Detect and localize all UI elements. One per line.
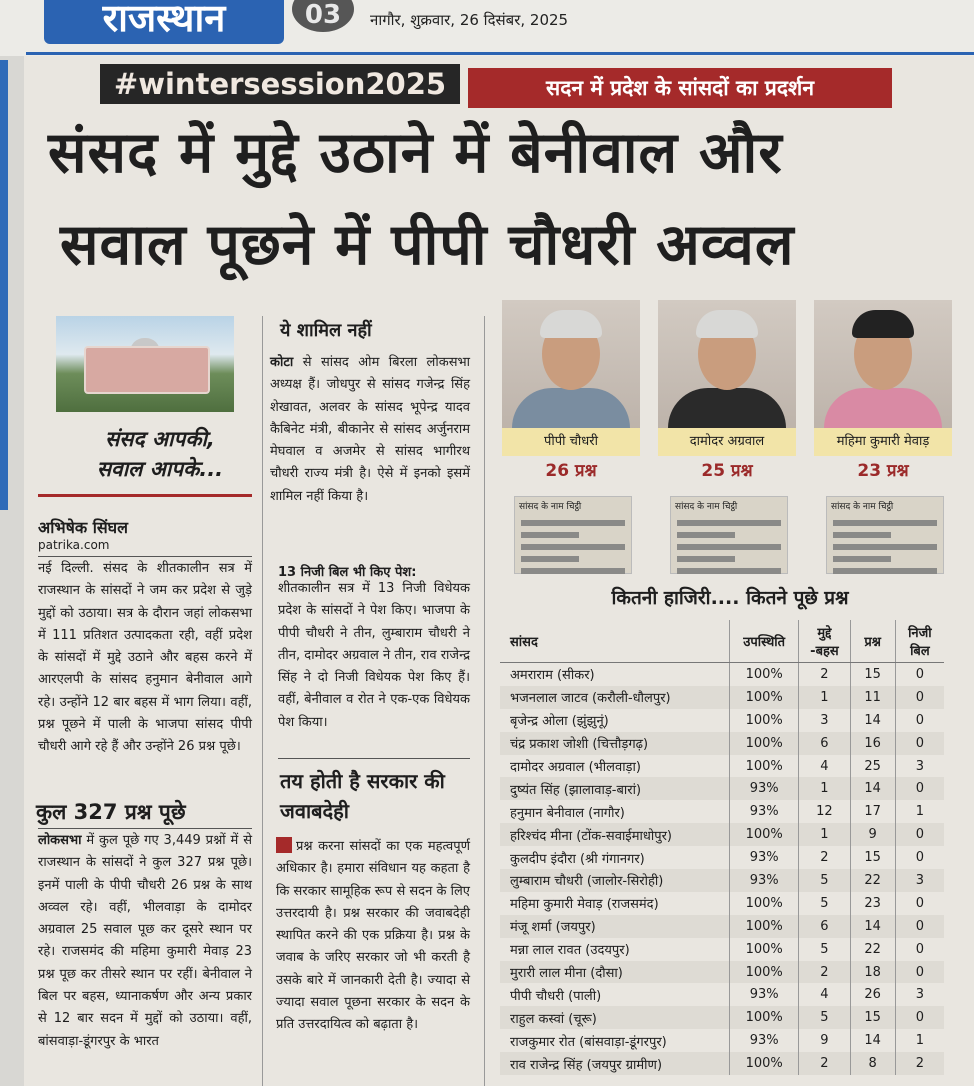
accountability-text [276, 836, 470, 1037]
debates-cell: 5 [799, 892, 850, 915]
table-row [500, 915, 944, 938]
attendance-cell: 93% [730, 846, 799, 869]
subhead-total-questions: कुल 327 प्रश्न पूछे [36, 800, 186, 824]
questions-cell: 22 [850, 938, 895, 961]
masthead-rule [26, 52, 974, 55]
table-title: कितनी हाजिरी.... कितने पूछे प्रश्न [611, 587, 849, 609]
mp-name-cell: कुलदीप इंदौरा (श्री गंगानगर) [510, 851, 645, 867]
divider [38, 828, 252, 829]
private-bills-subhead: 13 निजी बिल भी किए पेश: [278, 565, 417, 580]
attendance-cell: 100% [730, 755, 799, 778]
mp-photo [658, 300, 796, 430]
mp-name-cell: दामोदर अग्रवाल (भीलवाड़ा) [510, 760, 641, 775]
debates-cell: 1 [799, 686, 850, 709]
mp-name-cell: हरिश्चंद मीना (टोंक-सवाईमाधोपुर) [500, 823, 730, 846]
col-header-mp: सांसद [500, 620, 730, 663]
debates-cell: 5 [799, 869, 850, 892]
adjacent-page-strip [0, 0, 24, 1086]
author-name: अभिषेक सिंघल [38, 518, 128, 537]
questions-cell: 9 [850, 823, 895, 846]
mp-name-cell: चंद्र प्रकाश जोशी (चित्तौड़गढ़) [500, 732, 730, 755]
questions-cell: 16 [850, 732, 895, 755]
attendance-cell: 100% [730, 823, 799, 846]
attendance-cell: 93% [730, 869, 799, 892]
debates-cell: 2 [799, 1052, 850, 1075]
parliament-photo [56, 316, 234, 412]
page-number: 03 [292, 0, 354, 32]
attendance-cell: 100% [730, 1006, 799, 1029]
mp-question-count: 25 प्रश्न [701, 461, 753, 481]
mp-name-cell: महिमा कुमारी मेवाड़ (राजसमंद) [510, 897, 659, 913]
article-body-2-text: में कुल पूछे गए 3,449 प्रश्नों में से राजस्थान के सांसदों ने कुल 327 प्रश्न पूछे। इनमें पाली के पीपी चौधरी 26 प्रश्न के साथ अव्वल रहे। वहीं, भीलवाड़ा के दामोदर अग्रवाल 25 सवाल पूछ कर दूसरे स्थान पर रहे। राजसमंद की महिमा कुमारी मेवाड़ 23 प्रश्न पूछ कर तीसरे स्थान पर रहीं। बेनीवाल ने बिल पर बहस, ध्यानाकर्षण और अन्य प्रकार से 12 बार सदन में मुद्दों को उठाया। वहीं, बांसवाड़ा-डूंगरपुर के भारत [38, 833, 252, 1049]
debates-cell: 1 [799, 777, 850, 800]
mp-name-cell: अमराराम (सीकर) [510, 668, 595, 684]
questions-cell: 14 [850, 915, 895, 938]
mp-name-cell: पीपी चौधरी (पाली) [510, 988, 602, 1004]
private-bills-cell: 0 [895, 938, 944, 961]
attendance-cell: 100% [730, 1052, 799, 1075]
article-body-2 [38, 830, 252, 1053]
questions-cell: 25 [850, 755, 895, 778]
debates-cell: 4 [799, 755, 850, 778]
questions-cell: 15 [850, 663, 895, 686]
private-bills-cell: 0 [895, 961, 944, 984]
private-bills-cell: 1 [895, 1029, 944, 1052]
sidebar-text-body: से सांसद ओम बिरला लोकसभा अध्यक्ष हैं। जोधपुर से सांसद गजेन्द्र सिंह शेखावत, अलवर के सांसद भूपेन्द्र यादव कैबिनेट मंत्री, बीकानेर से सांसद अर्जुनराम मेघवाल व अजमेर से सांसद भागीरथ चौधरी राज्य मंत्री है। ऐसे में इनको इसमें शामिल नहीं किया है। [270, 355, 470, 504]
private-bills-cell: 3 [895, 983, 944, 1006]
lead-word: लोकसभा [38, 833, 82, 848]
mp-question-count: 23 प्रश्न [857, 461, 909, 481]
attendance-cell: 100% [730, 732, 799, 755]
author-site: patrika.com [38, 538, 110, 552]
table-row [500, 663, 944, 686]
table-row [500, 961, 944, 984]
accountability-text-body: प्रश्न करना सांसदों का एक महत्वपूर्ण अधिकार है। हमारा संविधान यह कहता है कि सरकार सामूहिक रूप से सदन के लिए उत्तरदायी है। प्रश्न सरकार की जवाबदेही स्थापित करने की एक प्रक्रिया है। प्रश्न के जवाब के जरिए सरकार जो भी करती है उसके बारे में जानकारी देती है। ज्यादा से ज्यादा सवाल पूछना सरकार के सदन के प्रति उत्तरदायित्व को बढ़ाता है। [276, 839, 470, 1033]
questions-cell: 15 [850, 846, 895, 869]
debates-cell: 6 [799, 915, 850, 938]
private-bills-cell: 0 [895, 915, 944, 938]
mp-name: महिमा कुमारी मेवाड़ [814, 428, 952, 456]
questions-cell: 17 [850, 800, 895, 823]
debates-cell: 12 [799, 800, 850, 823]
table-row [500, 892, 944, 915]
questions-cell: 14 [850, 777, 895, 800]
col-header-questions: प्रश्न [850, 620, 895, 663]
mp-name-cell: राहुल कस्वां (चूरू) [500, 1006, 730, 1029]
attendance-table [500, 620, 944, 1075]
mp-name: पीपी चौधरी [502, 428, 640, 456]
attendance-cell: 100% [730, 892, 799, 915]
letter-clipping [514, 496, 632, 574]
private-bills-cell: 3 [895, 755, 944, 778]
debates-cell: 3 [799, 709, 850, 732]
headline-line-1: संसद में मुद्दे उठाने में बेनीवाल और [48, 120, 783, 186]
private-bills-cell: 0 [895, 732, 944, 755]
slogan [70, 424, 250, 484]
debates-cell: 6 [799, 732, 850, 755]
column-rule [262, 316, 263, 1086]
letter-clipping [670, 496, 788, 574]
mp-question-count: 26 प्रश्न [545, 461, 597, 481]
mp-name-cell: लुम्बाराम चौधरी (जालोर-सिरोही) [500, 869, 730, 892]
questions-cell: 11 [850, 686, 895, 709]
debates-cell: 9 [799, 1029, 850, 1052]
clipping-label: सांसद के नाम चिट्ठी [675, 502, 738, 512]
clipping-label: सांसद के नाम चिट्ठी [519, 502, 582, 512]
slogan-line-2: सवाल आपके... [96, 457, 224, 481]
attendance-cell: 100% [730, 915, 799, 938]
hashtag-banner: #wintersession2025 [100, 64, 460, 104]
private-bills-cell: 0 [895, 892, 944, 915]
accountability-heading: तय होती है सरकार की जवाबदेही [280, 769, 445, 823]
mp-photo [502, 300, 640, 430]
letter-clipping [826, 496, 944, 574]
debates-cell: 2 [799, 846, 850, 869]
debates-cell: 2 [799, 961, 850, 984]
lead-word: कोटा [270, 355, 294, 370]
private-bills-cell: 3 [895, 869, 944, 892]
quote-box-icon [276, 837, 292, 853]
attendance-cell: 93% [730, 1029, 799, 1052]
private-bills-cell: 0 [895, 1006, 944, 1029]
table-row [500, 846, 944, 869]
questions-cell: 14 [850, 1029, 895, 1052]
table-header-row [500, 620, 944, 663]
sidebar-heading: ये शामिल नहीं [280, 320, 372, 341]
mp-photo [814, 300, 952, 430]
attendance-cell: 93% [730, 777, 799, 800]
mp-name-cell: हनुमान बेनीवाल (नागौर) [510, 805, 625, 821]
strap-banner: सदन में प्रदेश के सांसदों का प्रदर्शन [468, 68, 892, 108]
mp-name: दामोदर अग्रवाल [658, 428, 796, 456]
table-row [500, 755, 944, 778]
attendance-cell: 93% [730, 983, 799, 1006]
questions-cell: 18 [850, 961, 895, 984]
table-row [500, 938, 944, 961]
divider [278, 758, 470, 759]
private-bills-cell: 2 [895, 1052, 944, 1075]
attendance-cell: 100% [730, 686, 799, 709]
section-title: राजस्थान [44, 0, 284, 44]
table-row [500, 1006, 944, 1029]
debates-cell: 2 [799, 663, 850, 686]
private-bills-cell: 0 [895, 823, 944, 846]
questions-cell: 23 [850, 892, 895, 915]
mp-name-cell: मंजू शर्मा (जयपुर) [500, 915, 730, 938]
attendance-cell: 100% [730, 709, 799, 732]
attendance-cell: 93% [730, 800, 799, 823]
slogan-line-1: संसद आपकी, [105, 427, 215, 451]
attendance-cell: 100% [730, 663, 799, 686]
divider [38, 556, 252, 557]
mp-name-cell: मन्ना लाल रावत (उदयपुर) [510, 943, 630, 959]
headline-line-2: सवाल पूछने में पीपी चौधरी अव्वल [60, 212, 795, 278]
questions-cell: 15 [850, 1006, 895, 1029]
mp-name-cell: राजकुमार रोत (बांसवाड़ा-डूंगरपुर) [510, 1034, 667, 1050]
divider [38, 494, 252, 497]
table-row [500, 686, 944, 709]
private-bills-cell: 0 [895, 777, 944, 800]
attendance-cell: 100% [730, 961, 799, 984]
questions-cell: 14 [850, 709, 895, 732]
questions-cell: 8 [850, 1052, 895, 1075]
table-row [500, 732, 944, 755]
clipping-label: सांसद के नाम चिट्ठी [831, 502, 894, 512]
attendance-cell: 100% [730, 938, 799, 961]
questions-cell: 22 [850, 869, 895, 892]
debates-cell: 5 [799, 938, 850, 961]
sidebar-text [270, 352, 470, 508]
debates-cell: 4 [799, 983, 850, 1006]
private-bills-text: शीतकालीन सत्र में 13 निजी विधेयक प्रदेश के सांसदों ने पेश किए। भाजपा के पीपी चौधरी ने तीन, लुम्बाराम चौधरी ने तीन, दामोदर अग्रवाल ने तीन, राव राजेन्द्र सिंह ने दो निजी विधेयक पेश किए हैं। वहीं, बेनीवाल व रोत ने एक-एक विधेयक पेश किया। [278, 581, 470, 730]
private-bills-cell: 0 [895, 709, 944, 732]
article-intro: नई दिल्ली. संसद के शीतकालीन सत्र में राजस्थान के सांसदों ने जम कर प्रदेश से जुड़े मुद्दों को उठाया। सत्र के दौरान जहां लोकसभा में 111 प्रतिशत उत्पादकता रही, वहीं प्रदेश के सांसदों में मुद्दे उठाने और बहस करने में आरएलपी के सांसद हनुमान बेनीवाल आगे रहे। उन्होंने 12 बार बहस में भाग लिया। वहीं, प्रश्न पूछने में पाली के भाजपा सांसद पीपी चौधरी आगे रहे हैं और उन्होंने 26 प्रश्न पूछे। [38, 561, 252, 755]
questions-cell: 26 [850, 983, 895, 1006]
mp-name-cell: राव राजेन्द्र सिंह (जयपुर ग्रामीण) [500, 1052, 730, 1075]
col-header-attendance: उपस्थिति [730, 620, 799, 663]
table-row [500, 869, 944, 892]
mp-name-cell: दुष्यंत सिंह (झालावाड़-बारां) [500, 777, 730, 800]
mp-name-cell: बृजेन्द्र ओला (झुंझुनूं) [510, 714, 609, 730]
col-header-private-bills: निजी बिल [895, 620, 944, 663]
table-row [500, 1029, 944, 1052]
debates-cell: 5 [799, 1006, 850, 1029]
debates-cell: 1 [799, 823, 850, 846]
table-row [500, 1052, 944, 1075]
table-row [500, 709, 944, 732]
private-bills-cell: 0 [895, 846, 944, 869]
table-row [500, 823, 944, 846]
private-bills-cell: 0 [895, 686, 944, 709]
private-bills-cell: 0 [895, 663, 944, 686]
private-bills-cell: 1 [895, 800, 944, 823]
column-rule [484, 316, 485, 1086]
table-row [500, 983, 944, 1006]
dateline: नागौर, शुक्रवार, 26 दिसंबर, 2025 [370, 11, 569, 29]
col-header-debates: मुद्दे -बहस [799, 620, 850, 663]
table-row [500, 777, 944, 800]
mp-name-cell: भजनलाल जाटव (करौली-धौलपुर) [500, 686, 730, 709]
table-row [500, 800, 944, 823]
mp-name-cell: मुरारी लाल मीना (दौसा) [500, 961, 730, 984]
